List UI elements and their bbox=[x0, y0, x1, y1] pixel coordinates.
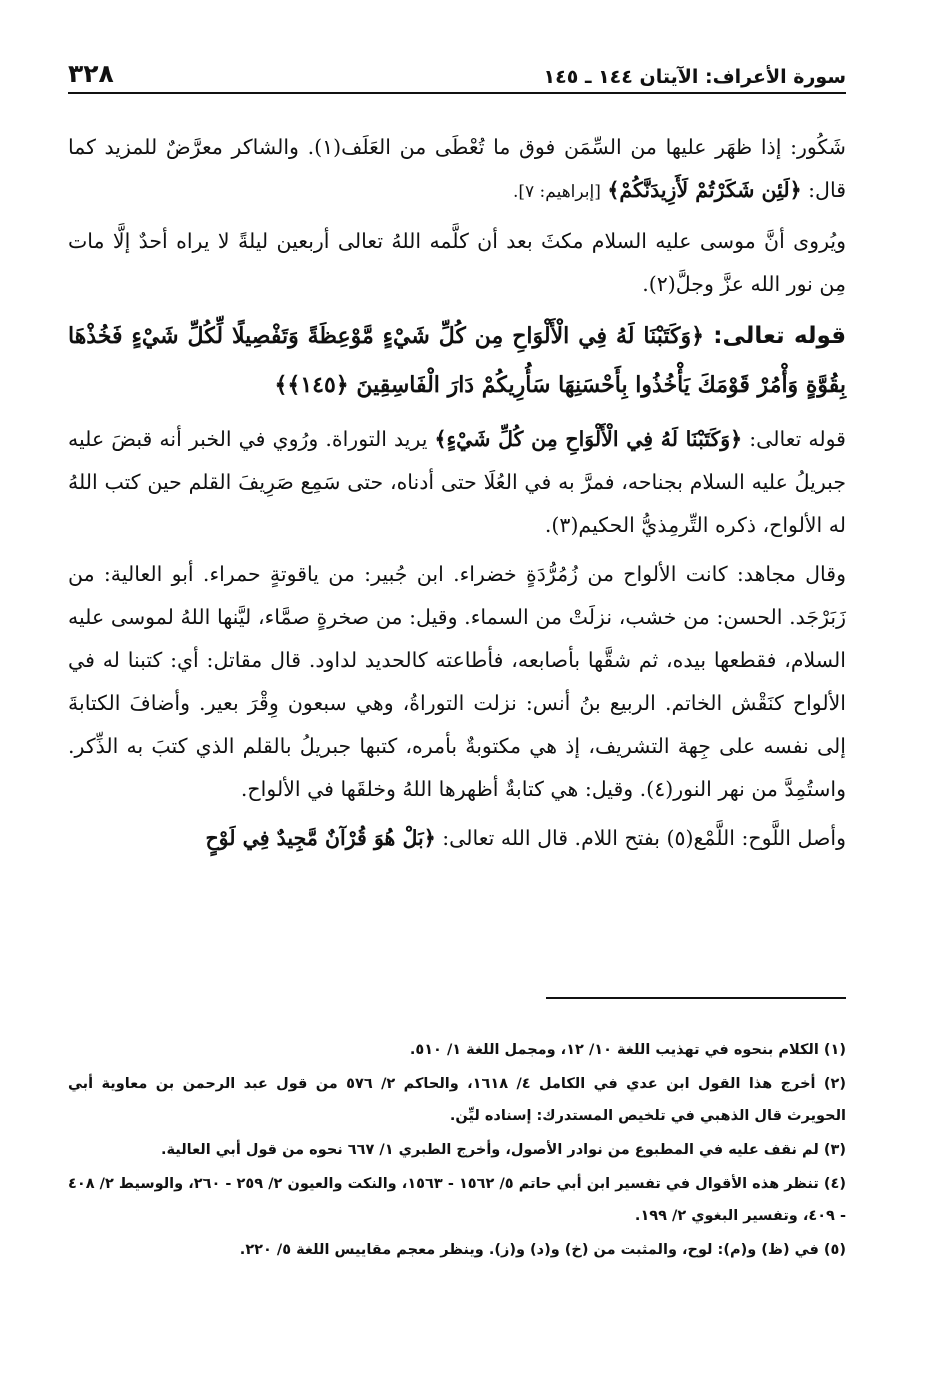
paragraph-5 bbox=[68, 817, 846, 860]
footnotes bbox=[68, 1034, 846, 1268]
quran-quote-1: ﴿لَئِن شَكَرْتُمْ لَأَزِيدَنَّكُمْ﴾ bbox=[607, 178, 802, 202]
quote-reference-1: [إبراهيم: ٧]. bbox=[512, 182, 601, 202]
paragraph-3-text: يريد التوراة. ورُوي في الخبر أنه قبضَ عليه جبريلُ عليه السلام بجناحه، فمرَّ به في العُلَا حتى أدناه، حتى سَمِع صَرِيفَ القلم حين كتب اللهُ له الألواح، ذكره التِّرمِذيُّ الحكيم(٣). bbox=[68, 427, 846, 537]
paragraph-3 bbox=[68, 418, 846, 547]
quran-quote-3: ﴿وَكَتَبْنَا لَهُ فِي الْأَلْوَاحِ مِن كُلِّ شَيْءٍ﴾ bbox=[434, 427, 743, 451]
header-title: سورة الأعراف: الآيتان ١٤٤ ـ ١٤٥ bbox=[543, 66, 846, 88]
verse-lead: قوله تعالى: bbox=[704, 323, 847, 349]
quran-quote-5: ﴿بَلْ هُوَ قُرْآنٌ مَّجِيدٌ فِي لَوْحٍ bbox=[205, 826, 436, 850]
footnote-1: (١) الكلام بنحوه في تهذيب اللغة ١٠/ ١٢، ومجمل اللغة ١/ ٥١٠. bbox=[409, 1042, 846, 1058]
paragraph-1-text: شَكُور: إذا ظهَر عليها من السِّمَن فوق ما تُعْطَى من العَلَف(١). والشاكر معرَّضٌ للمزيد كما قال: bbox=[68, 135, 846, 202]
footnote-2: (٢) أخرج هذا القول ابن عدي في الكامل ٤/ ١٦١٨، والحاكم ٢/ ٥٧٦ من قول عبد الرحمن بن معاوية أبي الحويرث قال الذهبي في تلخيص المستدرك: إسناده ليِّن. bbox=[68, 1076, 846, 1124]
paragraph-1 bbox=[68, 126, 846, 214]
footnote-4: (٤) تنظر هذه الأقوال في تفسير ابن أبي حاتم ٥/ ١٥٦٢ - ١٥٦٣، والنكت والعيون ٢/ ٢٥٩ - ٢٦٠، والوسيط ٢/ ٤٠٨ - ٤٠٩، وتفسير البغوي ٢/ ١٩٩. bbox=[68, 1176, 847, 1224]
footnote-3: (٣) لم نقف عليه في المطبوع من نوادر الأصول، وأخرج الطبري ١/ ٦٦٧ نحوه من قول أبي العالية. bbox=[160, 1142, 846, 1158]
footnote-5: (٥) في (ظ) و(م): لوح، والمثبت من (خ) و(د) و(ز). وينظر معجم مقاييس اللغة ٥/ ٢٢٠. bbox=[239, 1242, 846, 1258]
running-header bbox=[68, 52, 846, 94]
verse-heading bbox=[68, 312, 846, 410]
paragraph-4: وقال مجاهد: كانت الألواح من زُمُرُّدَةٍ خضراء. ابن جُبير: من ياقوتةٍ حمراء. أبو العالية: من زَبَرْجَد. الحسن: من خشب، نزلَتْ من السماء. وقيل: من صخرةٍ صمَّاء، ليَّنها اللهُ لموسى عليه السلام، فقطعها بيده، ثم شقَّها بأصابعه، فأطاعته كالحديد لداود. قال مقاتل: أي: كتبنا له في الألواح كنَقْش الخاتم. الربيع بنُ أنس: نزلت التوراةُ، وهي سبعون وِقْرَ بعير. وأضافَ الكتابةَ إلى نفسه على جِهة التشريف، إذ هي مكتوبةٌ بأمره، كتبها جبريلُ بالقلم الذي كتبَ به الذِّكر. واستُمِدَّ من نهر النور(٤). وقيل: هي كتابةٌ أظهرها اللهُ وخلقَها في الألواح. bbox=[68, 562, 846, 801]
paragraph-5-text: وأصل اللَّوح: اللَّمْع(٥) بفتح اللام. قال الله تعالى: bbox=[435, 826, 846, 850]
paragraph-2: ويُروى أنَّ موسى عليه السلام مكثَ بعد أن كلَّمه اللهُ تعالى أربعين ليلةً لا يراه أحدٌ إلَّا مات مِن نور الله عزَّ وجلَّ(٢). bbox=[68, 229, 846, 296]
main-text bbox=[68, 126, 846, 1056]
page bbox=[68, 52, 846, 1352]
footnote-separator bbox=[546, 997, 846, 999]
verse-text: ﴿وَكَتَبْنَا لَهُ فِي الْأَلْوَاحِ مِن كُلِّ شَيْءٍ مَّوْعِظَةً وَتَفْصِيلًا لِّكُلِّ شَيْءٍ فَخُذْهَا بِقُوَّةٍ وَأْمُرْ قَوْمَكَ يَأْخُذُوا بِأَحْسَنِهَا سَأُرِيكُمْ دَارَ الْفَاسِقِينَ ﴿١٤٥﴾﴾ bbox=[68, 323, 846, 398]
paragraph-3-lead: قوله تعالى: bbox=[742, 427, 846, 451]
page-number: ٣٢٨ bbox=[68, 59, 114, 88]
